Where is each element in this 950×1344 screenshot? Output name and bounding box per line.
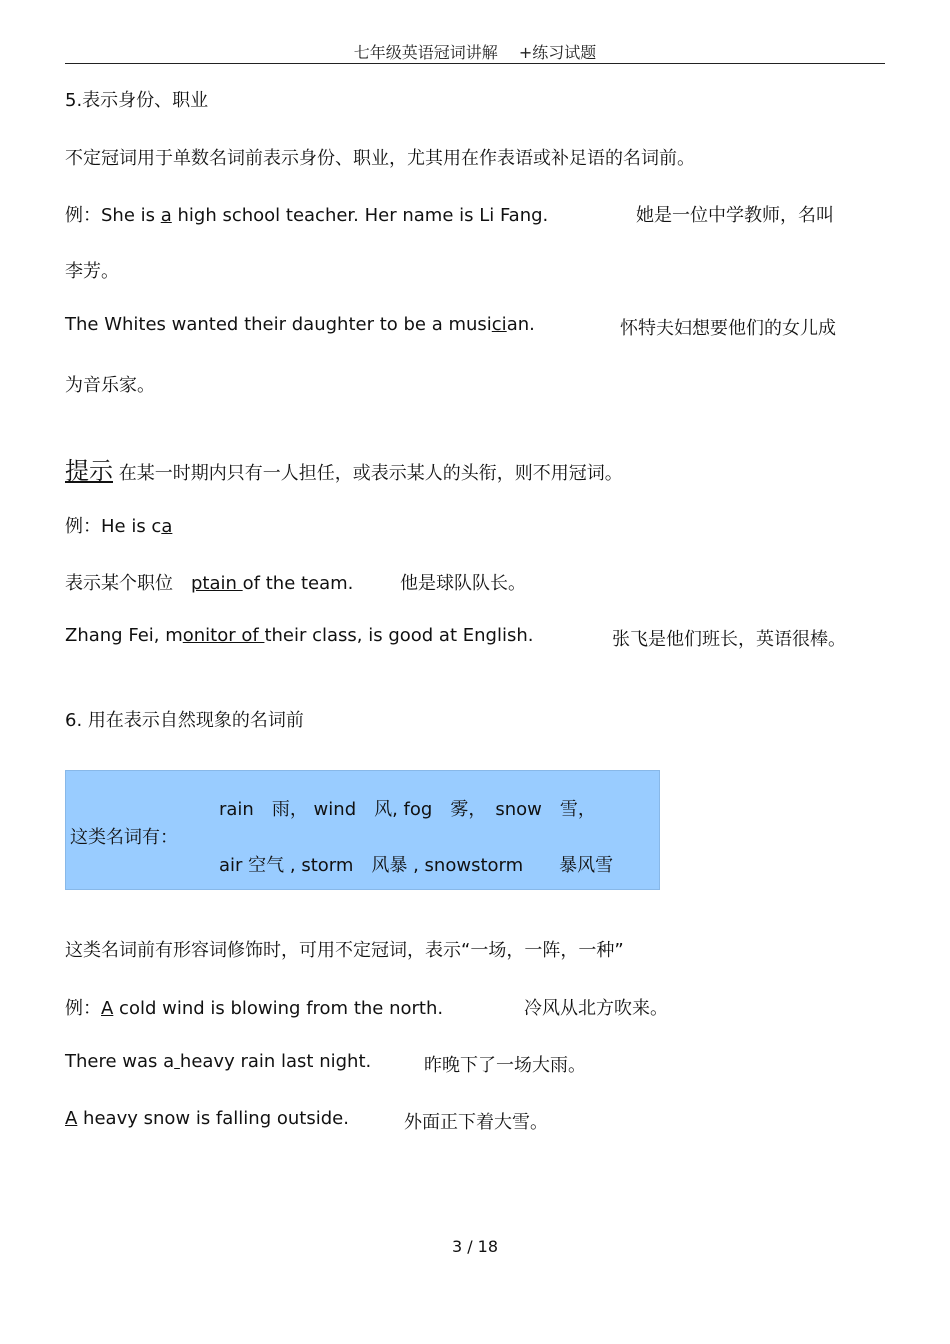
example-3-en: 例：He is ca [65,516,173,537]
example-1-cn-cont: 李芳。 [65,261,119,282]
tip-label: 提示 [65,457,113,485]
section-5-heading: 5.表示身份、职业 [65,90,209,111]
example-3-line2: 表示某个职位 ptain of the team. [65,573,354,594]
nouns-row-2: air 空气 , storm 风暴 , snowstorm 暴风雪 [219,855,614,876]
example-2-en: The Whites wanted their daughter to be a musician. [65,314,535,335]
tip-text: 在某一时期内只有一人担任，或表示某人的头衔，则不用冠词。 [113,463,623,484]
section-6-heading: 6. 用在表示自然现象的名词前 [65,710,304,731]
example-3-cn: 他是球队队长。 [400,573,526,594]
example-5-cn: 冷风从北方吹来。 [524,998,668,1019]
tip-line [65,451,623,486]
nature-nouns-box [65,770,660,890]
example-5-en: 例：A cold wind is blowing from the north. [65,998,444,1019]
header-rule [65,63,885,64]
nouns-box-label: 这类名词有： [70,827,178,848]
example-2-cn: 怀特夫妇想要他们的女儿成 [620,318,836,339]
example-6-cn: 昨晚下了一场大雨。 [424,1055,586,1076]
nouns-row-1: rain 雨， wind 风, fog 雾， snow 雪， [219,799,596,820]
section-5-intro: 不定冠词用于单数名词前表示身份、职业，尤其用在作表语或补足语的名词前。 [65,148,695,169]
example-6-en: There was a heavy rain last night. [65,1051,372,1072]
example-1-en: 例：She is a high school teacher. Her name is Li Fang. [65,205,549,226]
example-7-cn: 外面正下着大雪。 [404,1112,548,1133]
example-prefix: 例： [65,205,101,226]
page-header: 七年级英语冠词讲解 +练习试题 [353,43,597,62]
example-1-cn: 她是一位中学教师，名叫 [636,205,834,226]
example-7-en: A heavy snow is falling outside. [65,1108,349,1129]
page-number: 3 / 18 [451,1237,499,1256]
example-4-en: Zhang Fei, monitor of their class, is good at English. [65,625,534,646]
example-2-cn-cont: 为音乐家。 [65,375,155,396]
section-6-note: 这类名词前有形容词修饰时，可用不定冠词，表示“一场，一阵，一种” [65,940,624,961]
example-4-cn: 张飞是他们班长，英语很棒。 [612,629,846,650]
